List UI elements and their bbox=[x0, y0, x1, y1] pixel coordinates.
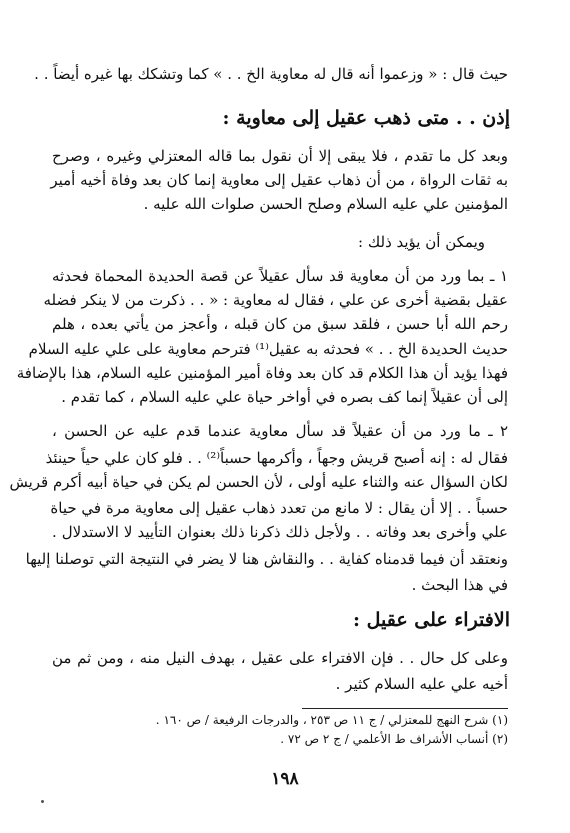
paragraph-line: في هذا البحث . bbox=[411, 576, 508, 594]
paragraph-line: حديث الحديدة الخ . . » فحدثه به عقيل⁽¹⁾ فترحم معاوية على علي عليه السلام bbox=[28, 340, 508, 358]
paragraph-line: به ثقات الرواة ، من أن ذهاب عقيل إلى معاوية إنما كان بعد وفاة أخيه أمير bbox=[50, 171, 508, 189]
paragraph-line: وعلى كل حال . . فإن الافتراء على عقيل ، بهدف النيل منه ، ومن ثم من bbox=[52, 649, 508, 667]
paragraph-line: ونعتقد أن فيما قدمناه كفاية . . والنقاش هنا لا يضر في النتيجة التي توصلنا إليها bbox=[25, 550, 508, 568]
paragraph-line: إلى أن عقيلاً إنما كف بصره في أواخر حياة علي عليه السلام ، كما تقدم . bbox=[61, 388, 508, 406]
paragraph-line: علي وأخرى بعد وفاته . . ولأجل ذلك ذكرنا ذلك بعنوان التأييد لا الاستدلال . bbox=[52, 523, 508, 541]
paragraph-line: حيث قال : « وزعموا أنه قال له معاوية الخ . . » كما وتشكك بها غيره أيضاً . . bbox=[34, 65, 508, 83]
paragraph-line: فقال له : إنه أصبح قريش وجهاً ، وأكرمها حسباً⁽²⁾ . . فلو كان علي حياً حينئذ bbox=[45, 449, 508, 467]
footnote: (٢) أنساب الأشراف ط الأعلمي / ج ٢ ص ٧٢ . bbox=[280, 732, 508, 746]
paragraph-line: أخيه علي عليه السلام كثير . bbox=[335, 675, 508, 693]
section-heading: إذن . . متى ذهب عقيل إلى معاوية : bbox=[222, 107, 510, 129]
paragraph-line: وبعد كل ما تقدم ، فلا يبقى إلا أن نقول بما قاله المعتزلي وغيره ، وصرح bbox=[52, 147, 508, 165]
page-number: ١٩٨ bbox=[271, 769, 299, 789]
paragraph-line: ١ ـ بما ورد من أن معاوية قد سأل عقيلاً عن قصة الحديدة المحماة فحدثه bbox=[52, 267, 508, 285]
paragraph-line: المؤمنين علي عليه السلام وصلح الحسن صلوات الله عليه . bbox=[143, 195, 508, 213]
paragraph-line: عقيل بقضية أخرى عن علي ، فقال له معاوية : « . . ذكرت من لا ينكر فضله bbox=[43, 291, 508, 309]
scan-speck bbox=[41, 800, 44, 803]
paragraph-line: ويمكن أن يؤيد ذلك : bbox=[358, 233, 485, 251]
footnote-divider bbox=[302, 708, 508, 709]
paragraph-line: رحم الله أبا حسن ، فلقد سبق من كان قبله ، وأعجز من يأتي بعده ، هلم bbox=[52, 315, 508, 333]
paragraph-line: فهذا يؤيد أن هذا الكلام قد كان بعد وفاة أمير المؤمنين عليه السلام، هذا بالإضافة bbox=[16, 364, 508, 382]
paragraph-line: لكان السؤال عنه والثناء عليه أولى ، لأن الحسن لم يكن في حياة أبيه أكرم قريش bbox=[9, 473, 508, 491]
paragraph-line: ٢ ـ ما ورد من أن عقيلاً قد سأل معاوية عندما قدم عليه عن الحسن ، bbox=[52, 422, 508, 440]
section-heading: الافتراء على عقيل : bbox=[352, 609, 510, 631]
footnote: (١) شرح النهج للمعتزلي / ج ١١ ص ٢٥٣ ، والدرجات الرفيعة / ص ١٦٠ . bbox=[155, 713, 508, 727]
paragraph-line: حسباً . . إلا أن يقال : لا مانع من تعدد ذهاب عقيل إلى معاوية مرة في حياة bbox=[50, 499, 508, 517]
